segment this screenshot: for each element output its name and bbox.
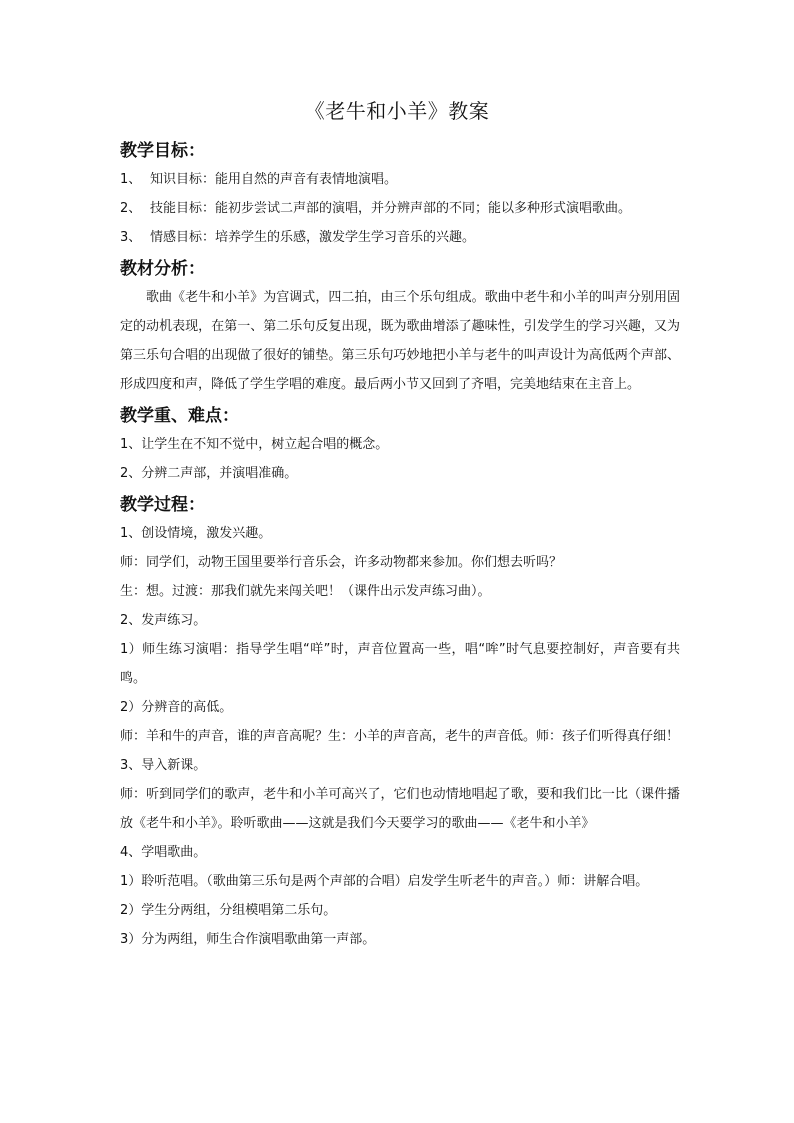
process-line: 2、发声练习。 [120,613,207,628]
goal-number: 1、 [120,172,142,187]
goal-text: 知识目标：能用自然的声音有表情地演唱。 [150,172,398,187]
process-line: 师：听到同学们的歌声，老牛和小羊可高兴了，它们也动情地唱起了歌，要和我们比一比（课件播放《老牛和小羊》。聆听歌曲——这就是我们今天要学习的歌曲——《老牛和小羊》 [120,787,680,831]
process-line: 3）分为两组，师生合作演唱歌曲第一声部。 [120,932,376,947]
process-line: 师：羊和牛的声音，谁的声音高呢？生：小羊的声音高，老牛的声音低。师：孩子们听得真仔细！ [120,729,680,744]
process-line: 3、导入新课。 [120,758,207,773]
process-line: 2）分辨音的高低。 [120,700,233,715]
goal-number: 2、 [120,201,142,216]
goal-item [120,194,680,223]
analysis-paragraph: 歌曲《老牛和小羊》为宫调式，四二拍，由三个乐句组成。歌曲中老牛和小羊的叫声分别用固定的动机表现，在第一、第二乐句反复出现，既为歌曲增添了趣味性，引发学生的学习兴趣，又为第三乐句合唱的出现做了很好的铺垫。第三乐句巧妙地把小羊与老牛的叫声设计为高低两个声部、形成四度和声，降低了学生学唱的难度。最后两小节又回到了齐唱，完美地结束在主音上。 [120,290,680,392]
process-line: 4、学唱歌曲。 [120,845,207,860]
section-heading-process: 教学过程： [120,495,205,515]
goal-item [120,223,680,252]
process-line: 师：同学们，动物王国里要举行音乐会，许多动物都来参加。你们想去听吗？ [120,555,563,570]
document-title: 《老牛和小羊》教案 [304,99,490,123]
goal-item [120,165,680,194]
goal-number: 3、 [120,230,142,245]
process-line: 2）学生分两组，分组模唱第二乐句。 [120,903,337,918]
key-point-item: 2、分辨二声部，并演唱准确。 [120,466,298,481]
goal-text: 技能目标：能初步尝试二声部的演唱，并分辨声部的不同；能以多种形式演唱歌曲。 [150,201,632,216]
section-heading-goals: 教学目标： [120,141,205,161]
process-line: 1）聆听范唱。（歌曲第三乐句是两个声部的合唱）启发学生听老牛的声音。）师：讲解合唱。 [120,874,649,889]
key-point-item: 1、让学生在不知不觉中，树立起合唱的概念。 [120,437,389,452]
section-heading-key-points: 教学重、难点： [120,406,239,426]
process-line: 1、创设情境，激发兴趣。 [120,526,272,541]
section-heading-analysis: 教材分析： [120,259,205,279]
process-line: 1）师生练习演唱：指导学生唱“咩”时，声音位置高一些，唱“哞”时气息要控制好，声音要有共鸣。 [120,642,680,686]
goal-text: 情感目标：培养学生的乐感，激发学生学习音乐的兴趣。 [150,230,476,245]
document-body [120,134,680,954]
process-line: 生：想。过渡：那我们就先来闯关吧！（课件出示发声练习曲）。 [120,584,491,599]
